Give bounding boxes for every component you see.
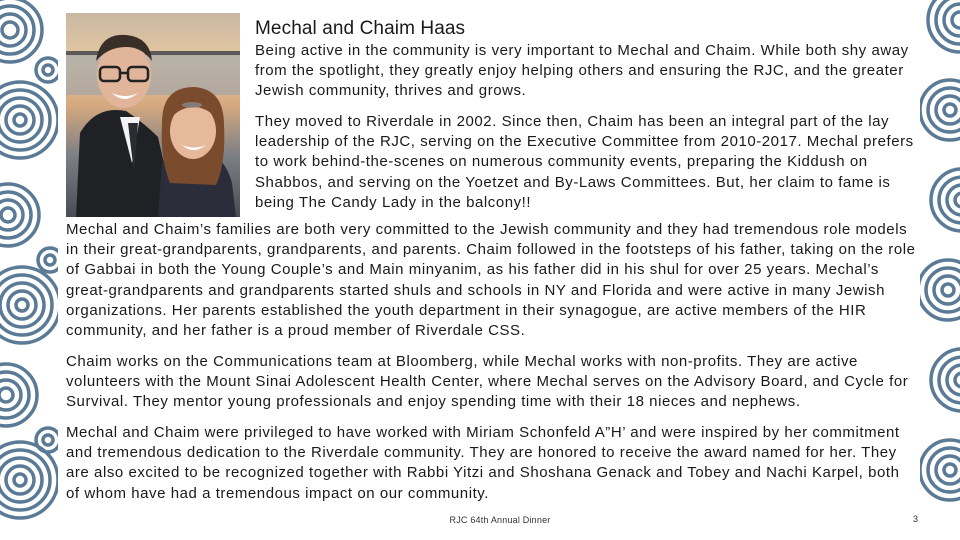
decorative-border-left: [0, 0, 58, 540]
paragraph-community: Being active in the community is very important to Mechal and Chaim. While both shy away from the spotlight, they greatly enjoy helping others and ensuring the RJC, and the greater Jewish community, thrives and grows.: [255, 42, 909, 100]
circle-pattern-right: [920, 0, 960, 540]
footer-event-name: RJC 64th Annual Dinner: [449, 515, 551, 525]
paragraph-careers: Chaim works on the Communications team at Bloomberg, while Mechal works with non-profits. They are active volunteers with the Mount Sinai Adolescent Health Center, where Mechal serves on the Advisory Board, and Cycle for Survival. They mentor young professionals and enjoy spending time with their 18 nieces and nephews.: [66, 353, 909, 411]
decorative-border-right: [920, 0, 960, 540]
paragraph-honor: Mechal and Chaim were privileged to have worked with Miriam Schonfeld A”H’ and were inspired by her commitment and tremendous dedication to the Riverdale community. They are honored to receive the award named for her. They are also excited to be recognized together with Rabbi Yitzi and Shoshana Genack and Tobey and Nachi Karpel, both of whom have had a tremendous impact on our community.: [66, 424, 900, 502]
slide-title: Mechal and Chaim Haas: [255, 18, 466, 39]
paragraph-families: Mechal and Chaim’s families are both very committed to the Jewish community and they had tremendous role models in their great-grandparents, grandparents, and parents. Chaim followed in the footsteps of his father, taking on the role of Gabbai in both the Young Couple’s and Main minyanim, as his father did in his shul for over 25 years. Mechal’s great-grandparents and grandparents started shuls and schools in NY and Florida and were active in many Jewish organizations. Her parents established the youth department in their synagogue, are active members of the HIR community, and her father is a proud member of Riverdale CSS.: [66, 221, 916, 340]
pattern-rings-left: [0, 0, 58, 518]
couple-portrait-image: [66, 13, 240, 217]
couple-portrait-photo: [66, 13, 240, 217]
circle-pattern-left: [0, 0, 58, 540]
page-number: 3: [912, 514, 918, 524]
pattern-rings-right: [920, 0, 960, 500]
paragraph-riverdale: They moved to Riverdale in 2002. Since then, Chaim has been an integral part of the lay leadership of the RJC, serving on the Executive Committee from 2010-2017. Mechal prefers to work behind-the-scenes on numerous community events, preparing the Kiddush on Shabbos, and serving on the Yoetzet and By-Laws Committees. But, her claim to fame is being The Candy Lady in the balcony!!: [255, 113, 914, 211]
